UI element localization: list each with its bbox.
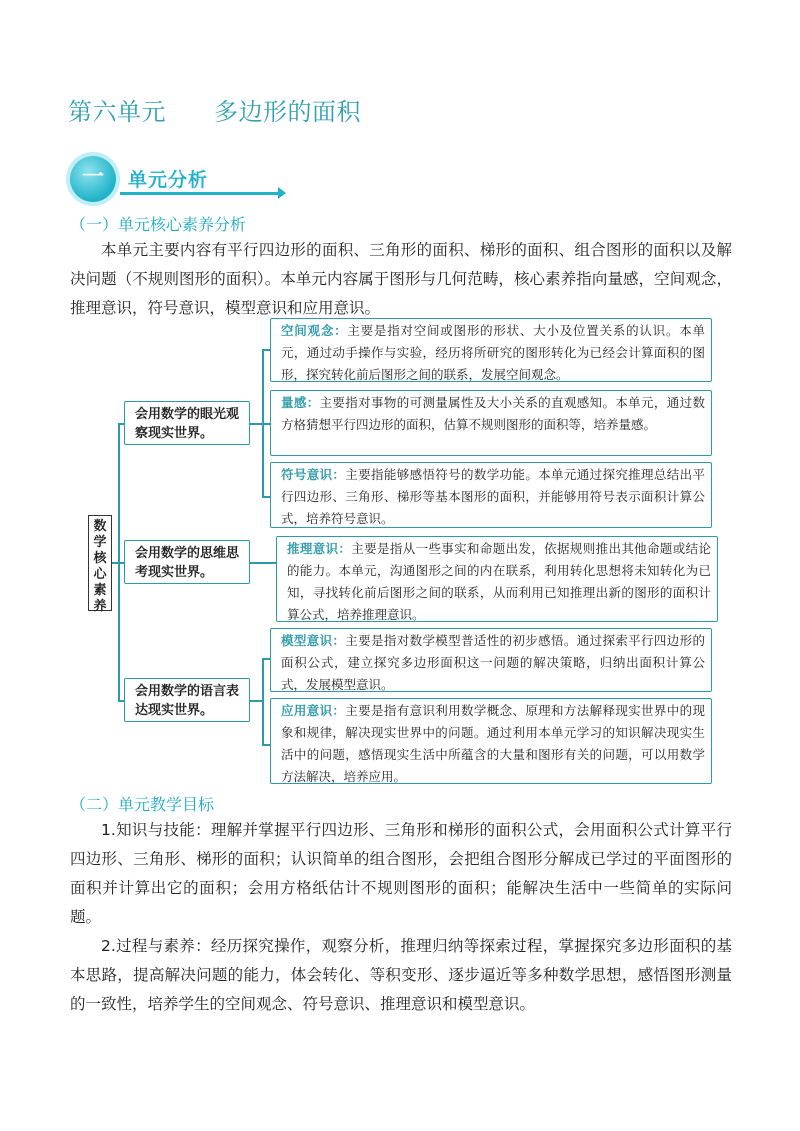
root-node: 数学核心素养 <box>88 515 112 611</box>
detail-keyword: 模型意识： <box>281 633 346 648</box>
detail-box-reasoning <box>276 536 718 622</box>
detail-keyword: 推理意识： <box>287 541 352 556</box>
section-label: 单元分析 <box>128 169 209 191</box>
goal-paragraph-1: 1.知识与技能：理解并掌握平行四边形、三角形和梯形的面积公式，会用面积公式计算平行四边形、三角形、梯形的面积；认识简单的组合图形，会把组合图形分解成已学过的平面图形的面积并计算出它的面积；会用方格纸估计不规则图形的面积；能解决生活中一些简单的实际问题。 <box>70 821 732 926</box>
section-heading <box>70 156 230 202</box>
detail-keyword: 空间观念： <box>281 323 348 338</box>
section-number-badge: 一 <box>70 156 116 202</box>
detail-box-spatial <box>270 318 712 382</box>
unit-title <box>68 92 361 127</box>
detail-text: 主要是指从一些事实和命题出发，依据规则推出其他命题或结论的能力。本单元，沟通图形之间的内在联系，利用转化思想将未知转化为已知，寻找转化前后图形之间的联系，从而利用已知推理出新的图形的面积计算公式，培养推理意识。 <box>287 541 711 622</box>
detail-text: 主要是指对空间或图形的形状、大小及位置关系的认识。本单元，通过动手操作与实验，经历将所研究的图形转化为已经会计算面积的图形，探究转化前后图形之间的联系，发展空间观念。 <box>281 323 705 382</box>
core-literacy-diagram <box>80 318 720 788</box>
detail-box-model <box>270 628 712 692</box>
detail-box-symbol <box>270 462 712 528</box>
detail-keyword: 量感： <box>281 395 320 410</box>
detail-box-measure <box>270 390 712 456</box>
goal-paragraph-2: 2.过程与素养：经历探究操作，观察分析，推理归纳等探索过程，掌握探究多边形面积的基本思路，提高解决问题的能力，体会转化、等积变形、逐步逼近等多种数学思想，感悟图形测量的一致性，培养学生的空间观念、符号意识、推理意识和模型意识。 <box>70 937 732 1013</box>
unit-number: 第六单元 <box>68 98 166 126</box>
group-node-express: 会用数学的语言表达现实世界。 <box>124 678 250 722</box>
detail-keyword: 应用意识： <box>281 703 346 718</box>
group-node-observe: 会用数学的眼光观察现实世界。 <box>124 401 250 445</box>
group-node-think: 会用数学的思维思考现实世界。 <box>124 540 250 584</box>
subsection-title-2: （二）单元教学目标 <box>70 795 215 814</box>
detail-text: 主要是指有意识利用数学概念、原理和方法解释现实世界中的现象和规律，解决现实世界中的问题。通过利用本单元学习的知识解决现实生活中的问题，感悟现实生活中所蕴含的大量和图形有关的问题，可以用数学方法解决，培养应用。 <box>281 703 705 784</box>
section-underline <box>120 192 280 195</box>
unit-name: 多边形的面积 <box>214 98 361 126</box>
analysis-paragraph: 本单元主要内容有平行四边形的面积、三角形的面积、梯形的面积、组合图形的面积以及解决问题（不规则图形的面积）。本单元内容属于图形与几何范畴，核心素养指向量感，空间观念，推理意识，符号意识，模型意识和应用意识。 <box>70 241 732 317</box>
detail-box-application <box>270 698 712 784</box>
subsection-title-1: （一）单元核心素养分析 <box>70 215 247 234</box>
detail-text: 主要指对事物的可测量属性及大小关系的直观感知。本单元，通过数方格猜想平行四边形的面积，估算不规则图形的面积等，培养量感。 <box>281 395 705 432</box>
detail-text: 主要指能够感悟符号的数学功能。本单元通过探究推理总结出平行四边形、三角形、梯形等基本图形的面积，并能够用符号表示面积计算公式，培养符号意识。 <box>281 467 705 526</box>
detail-keyword: 符号意识： <box>281 467 346 482</box>
detail-text: 主要是指对数学模型普适性的初步感悟。通过探索平行四边形的面积公式，建立探究多边形面积这一问题的解决策略，归纳出面积计算公式，发展模型意识。 <box>281 633 705 692</box>
